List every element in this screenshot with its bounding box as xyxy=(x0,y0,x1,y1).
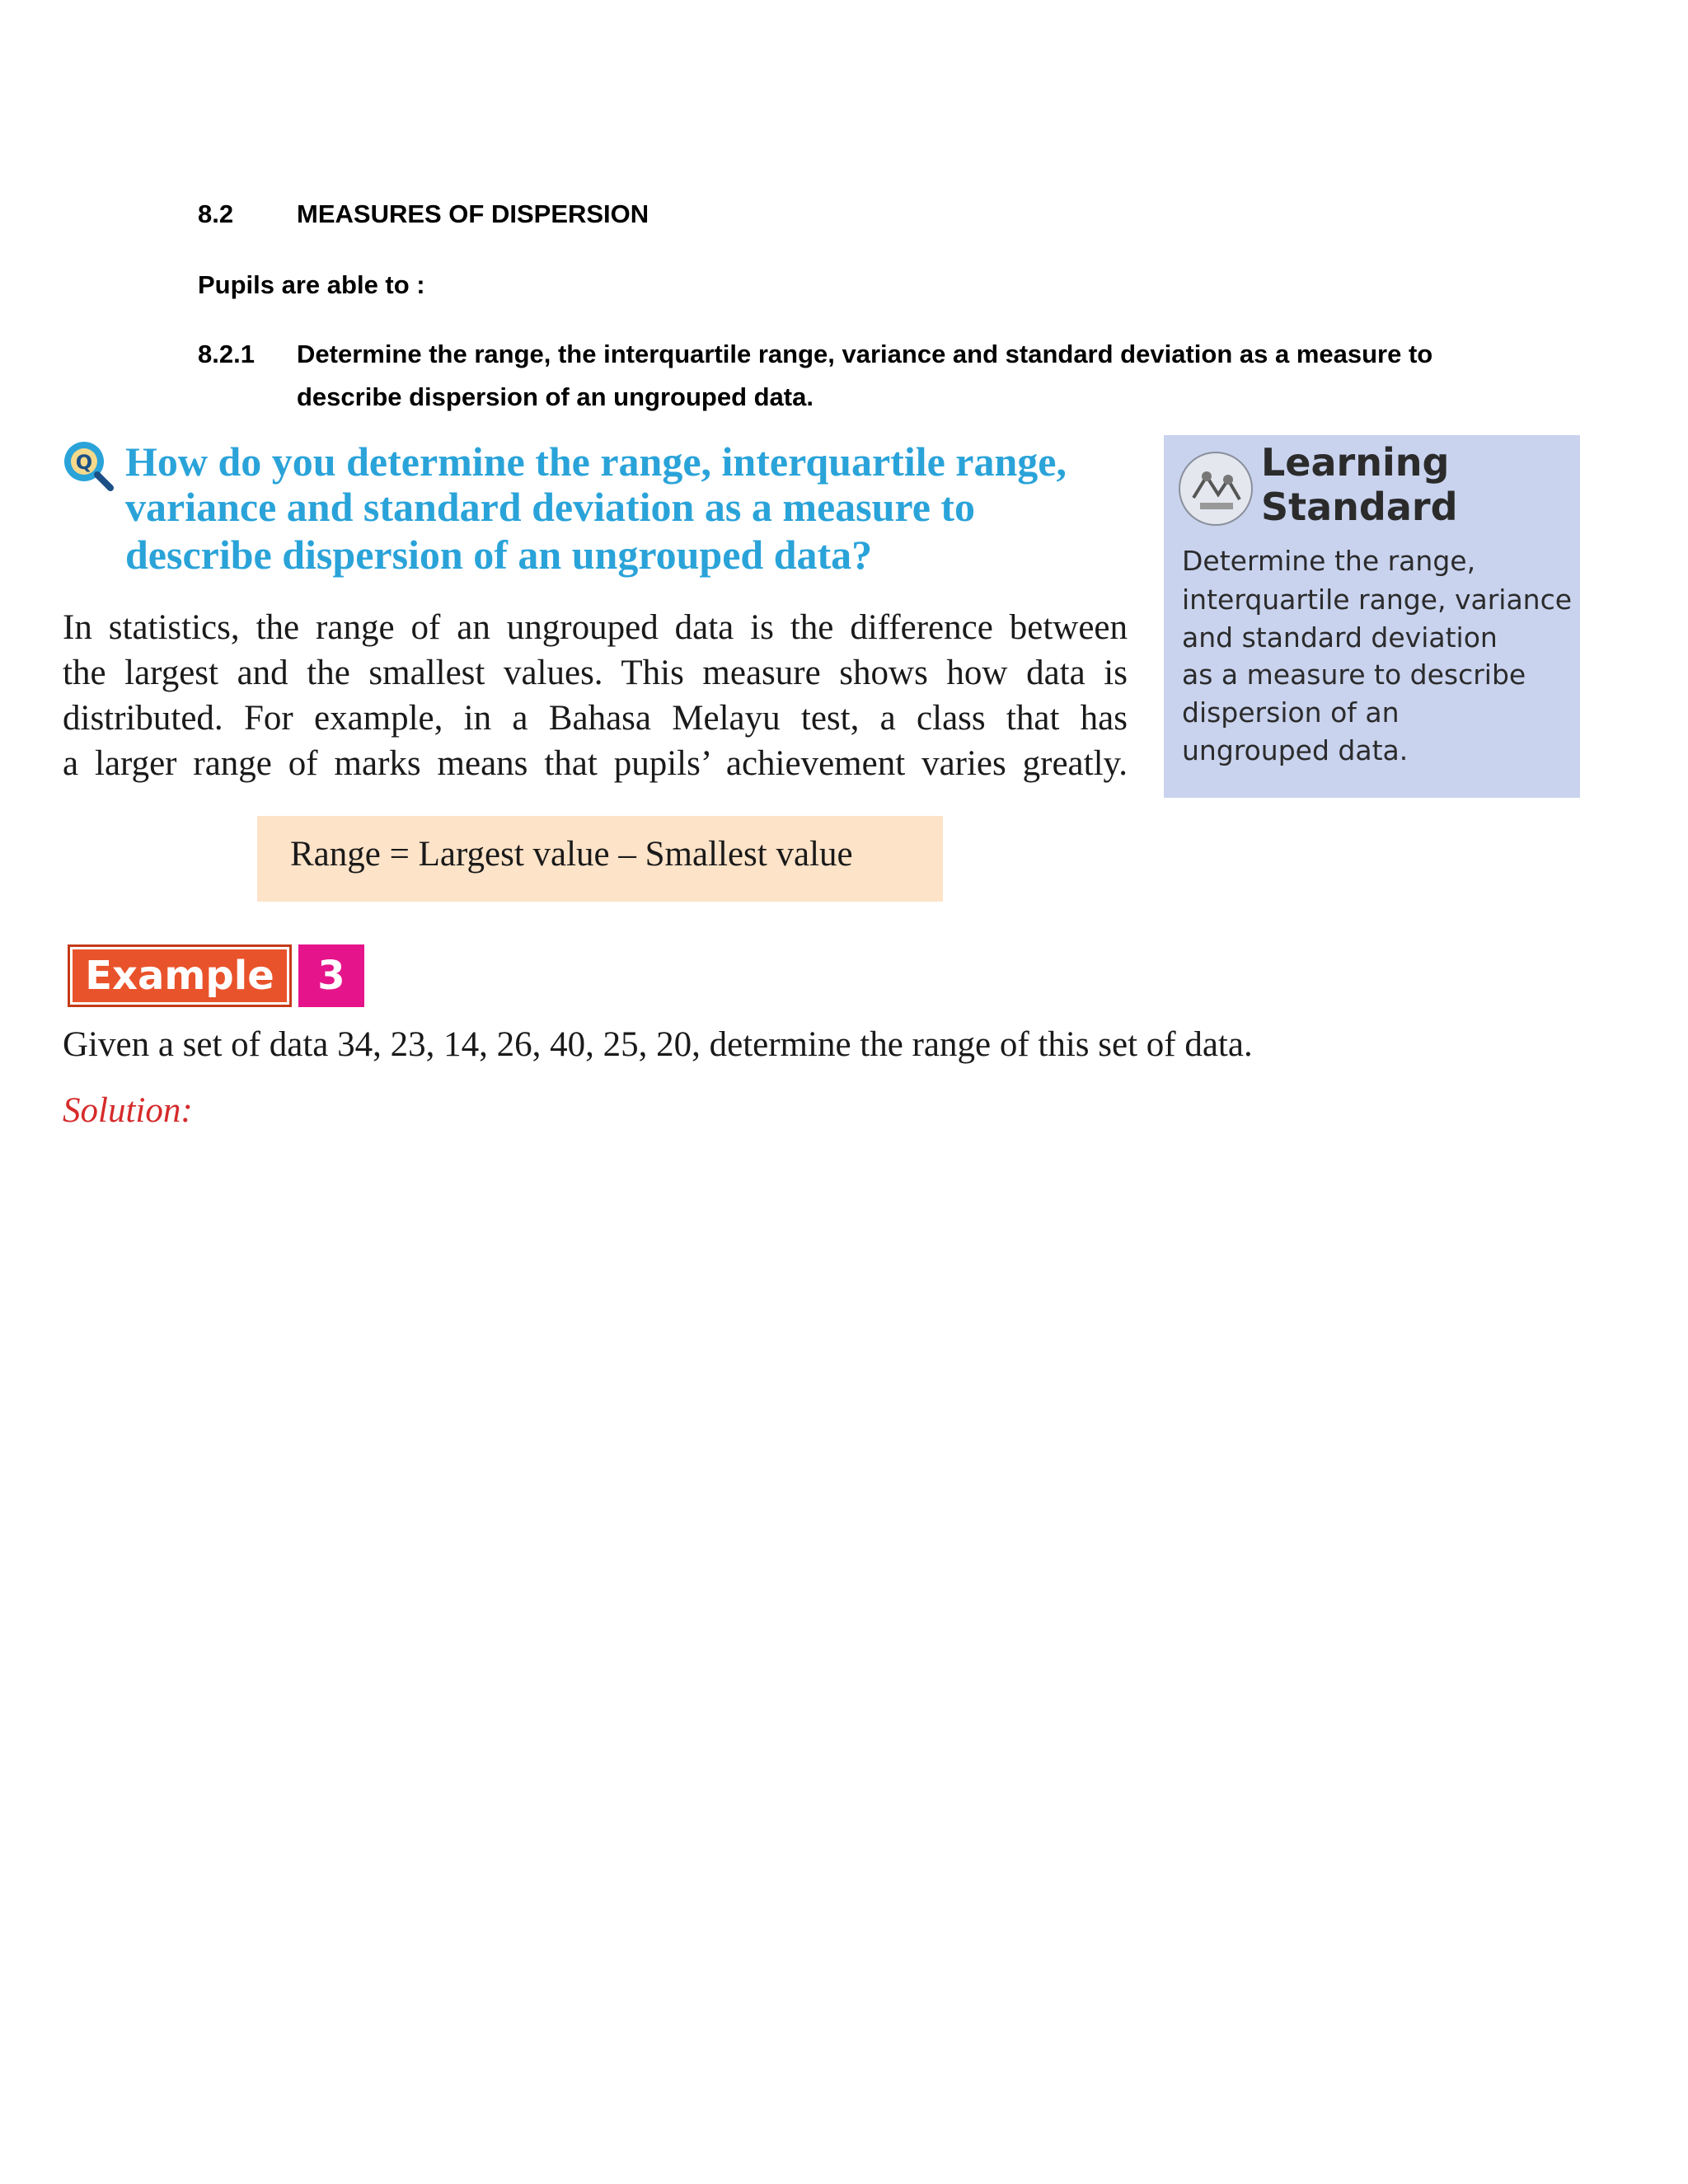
learning-standard-icon xyxy=(1175,448,1256,529)
learning-standard-title-line-2: Standard xyxy=(1261,485,1458,529)
svg-text:Q: Q xyxy=(75,451,93,474)
question-magnifier-icon xyxy=(61,438,110,488)
learning-standard-text-line-6: ungrouped data. xyxy=(1182,734,1409,766)
example-label: Example xyxy=(68,944,292,1007)
range-formula-box xyxy=(257,816,943,902)
section-number: 8.2 xyxy=(198,199,234,228)
paragraph-line-3: distributed. For example, in a Bahasa Melayu test, a class that has xyxy=(63,699,1128,738)
range-explanation-paragraph xyxy=(63,605,1128,786)
learning-standard-text-line-2: interquartile range, variance xyxy=(1182,583,1573,616)
question-line-1: How do you determine the range, interquartile range, xyxy=(125,438,1067,485)
objective-line-1: Determine the range, the interquartile range, variance and standard deviation as a measure to xyxy=(297,340,1433,368)
solution-label: Solution: xyxy=(63,1091,193,1130)
intro-text: Pupils are able to : xyxy=(198,270,425,299)
learning-standard-text-line-3: and standard deviation xyxy=(1182,621,1498,654)
paragraph-line-1: In statistics, the range of an ungrouped data is the difference between xyxy=(63,608,1128,647)
learning-standard-box xyxy=(1164,435,1580,798)
example-question: Given a set of data 34, 23, 14, 26, 40, 25, 20, determine the range of this set of data. xyxy=(63,1025,1253,1064)
learning-standard-text-line-4: as a measure to describe xyxy=(1182,658,1526,691)
question-line-2: variance and standard deviation as a measure to xyxy=(125,484,976,530)
objective-line-2: describe dispersion of an ungrouped data. xyxy=(297,382,814,411)
learning-standard-title-line-1: Learning xyxy=(1261,440,1450,485)
objective-number: 8.2.1 xyxy=(198,340,255,368)
range-formula: Range = Largest value – Smallest value xyxy=(290,835,853,874)
question-line-3: describe dispersion of an ungrouped data? xyxy=(125,532,873,578)
learning-standard-text-line-5: dispersion of an xyxy=(1182,696,1400,729)
paragraph-line-4: a larger range of marks means that pupils’ achievement varies greatly. xyxy=(63,744,1128,783)
paragraph-line-2: the largest and the smallest values. This measure shows how data is xyxy=(63,654,1128,692)
learning-standard-text-line-1: Determine the range, xyxy=(1182,545,1476,577)
section-title: MEASURES OF DISPERSION xyxy=(297,199,649,228)
example-number: 3 xyxy=(298,944,364,1007)
